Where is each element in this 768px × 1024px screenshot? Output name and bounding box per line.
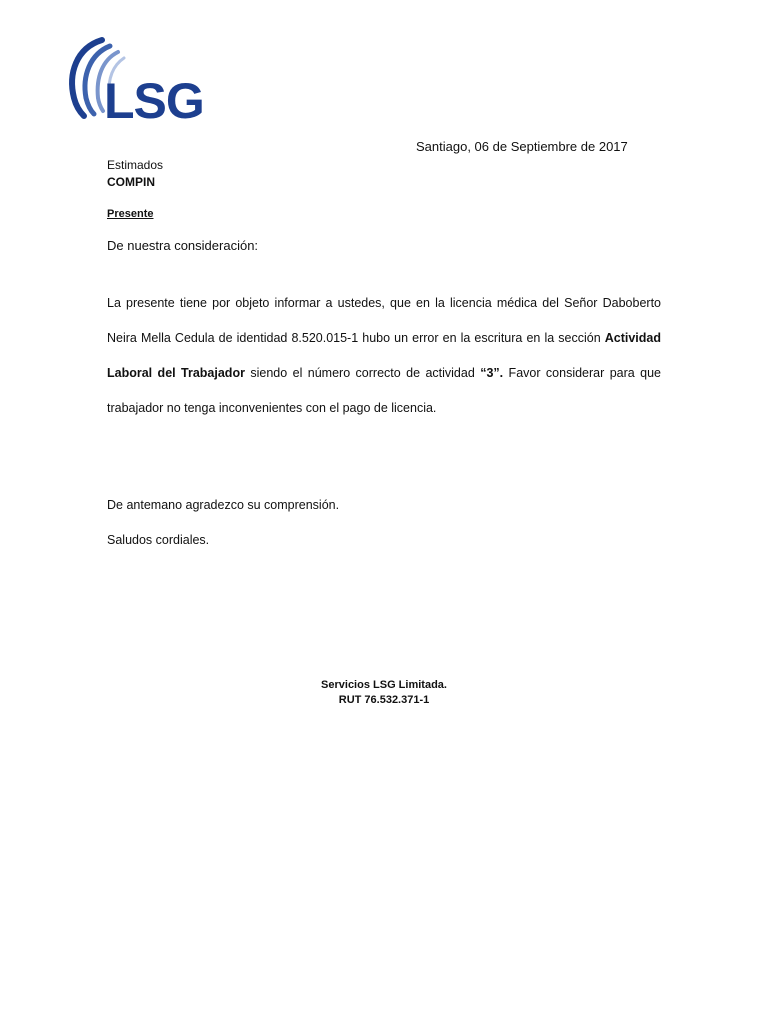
body-bold-section: Actividad Laboral del Trabajador	[107, 331, 661, 380]
letter-date: Santiago, 06 de Septiembre de 2017	[416, 139, 628, 154]
lsg-logo	[66, 36, 216, 124]
signature-company: Servicios LSG Limitada.	[321, 679, 447, 691]
logo-text: LSG	[104, 73, 204, 124]
body-bold-activity: “3”.	[480, 366, 504, 380]
body-text-part1: La presente tiene por objeto informar a ustedes, que en la licencia médica del Señor Daboberto Neira Mella Cedula de identidad 8.520.015-1 hubo un error en la escritura en la sección	[107, 296, 661, 345]
thanks-line: De antemano agradezco su comprensión.	[107, 498, 340, 512]
body-text-part2: siendo el número correcto de actividad	[244, 366, 481, 380]
recipient-greeting: Estimados	[107, 158, 164, 172]
body-paragraph	[107, 286, 661, 426]
presente-label: Presente	[107, 208, 154, 220]
recipient-organization: COMPIN	[107, 175, 155, 189]
signature-block	[0, 678, 768, 708]
recipient-block	[107, 157, 163, 191]
closing-line: Saludos cordiales.	[107, 533, 210, 547]
salutation: De nuestra consideración:	[107, 238, 259, 253]
body-text-part3: Favor considerar para que trabajador no tenga inconvenientes con el pago de licencia.	[107, 366, 661, 415]
signature-rut: RUT 76.532.371-1	[338, 694, 430, 706]
